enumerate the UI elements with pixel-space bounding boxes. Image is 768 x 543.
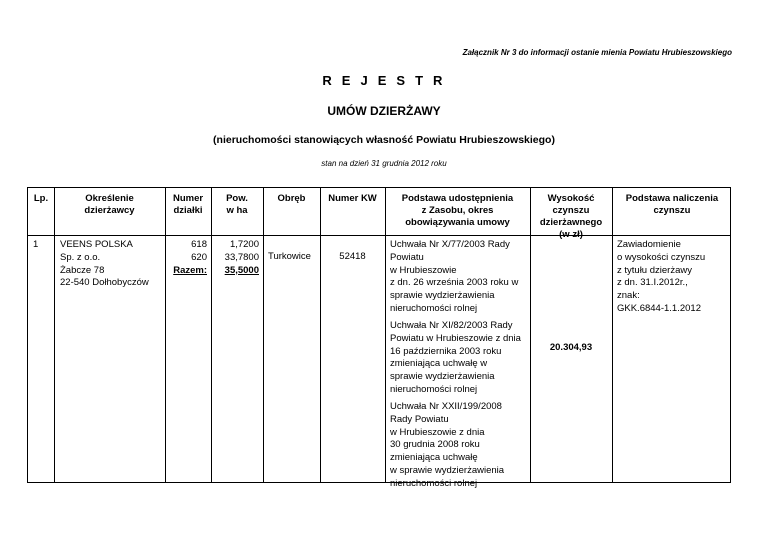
header-plot: Numer działki	[172, 193, 204, 216]
plots-total-label: Razem:	[173, 264, 207, 276]
row-basis-resolution-2: Uchwała Nr XI/82/2003 Rady Powiatu w Hrubieszowie z dnia 16 października 2003 roku zmieniająca uchwałę w sprawie wydzierżawienia nieruchomości rolnej	[390, 320, 521, 395]
row-rent: 20.304,93	[549, 342, 593, 353]
column-divider	[263, 188, 264, 482]
header-basis: Podstawa udostępnienia z Zasobu, okres obowiązywania umowy	[401, 193, 514, 228]
header-tenant: Określenie dzierżawcy	[84, 193, 135, 216]
header-precinct: Obręb	[277, 193, 306, 204]
row-plots: 618 620 Razem:	[165, 239, 207, 277]
header-rent-basis: Podstawa naliczenia czynszu	[625, 193, 719, 216]
column-divider	[612, 188, 613, 482]
row-areas: 1,7200 33,7800 35,5000	[211, 239, 259, 277]
column-divider	[385, 188, 386, 482]
row-kw: 52418	[339, 251, 366, 262]
row-rent-basis: Zawiadomienie o wysokości czynszu z tytułu dzierżawy z dn. 31.I.2012r., znak: GKK.6844-1.1.2012	[617, 239, 706, 314]
document-title: R E J E S T R	[322, 73, 446, 88]
header-lp: Lp.	[33, 193, 49, 204]
document-subtitle: (nieruchomości stanowiących własność Powiatu Hrubieszowskiego)	[213, 134, 555, 146]
as-of-date: stan na dzień 31 grudnia 2012 roku	[321, 159, 447, 168]
row-precinct: Turkowice	[268, 251, 311, 262]
row-tenant: VEENS POLSKA Sp. z o.o. Żabcze 78 22-540 Dołhobyczów	[60, 239, 149, 289]
document-subtitle-heading: UMÓW DZIERŻAWY	[327, 104, 441, 118]
column-divider	[54, 188, 55, 482]
header-area: Pow. w ha	[226, 193, 248, 216]
column-divider	[211, 188, 212, 482]
lease-register-table	[27, 187, 731, 489]
header-kw: Numer KW	[328, 193, 377, 204]
column-divider	[320, 188, 321, 482]
row-lp: 1	[33, 239, 39, 250]
row-basis-resolution-1: Uchwała Nr X/77/2003 Rady Powiatu w Hrubieszowie z dn. 26 września 2003 roku w sprawie wydzierżawienia nieruchomości rolnej	[390, 239, 519, 314]
header-divider	[28, 235, 730, 236]
row-basis-resolution-3: Uchwała Nr XXII/199/2008 Rady Powiatu w Hrubieszowie z dnia 30 grudnia 2008 roku zmieniająca uchwałę w sprawie wydzierżawienia nieruchomości rolnej	[390, 401, 505, 489]
annex-note: Załącznik Nr 3 do informacji ostanie mienia Powiatu Hrubieszowskiego	[462, 48, 732, 57]
header-rent: Wysokość czynszu dzierżawnego (w zł)	[539, 193, 603, 240]
column-divider	[165, 188, 166, 482]
area-total: 35,5000	[224, 264, 259, 276]
